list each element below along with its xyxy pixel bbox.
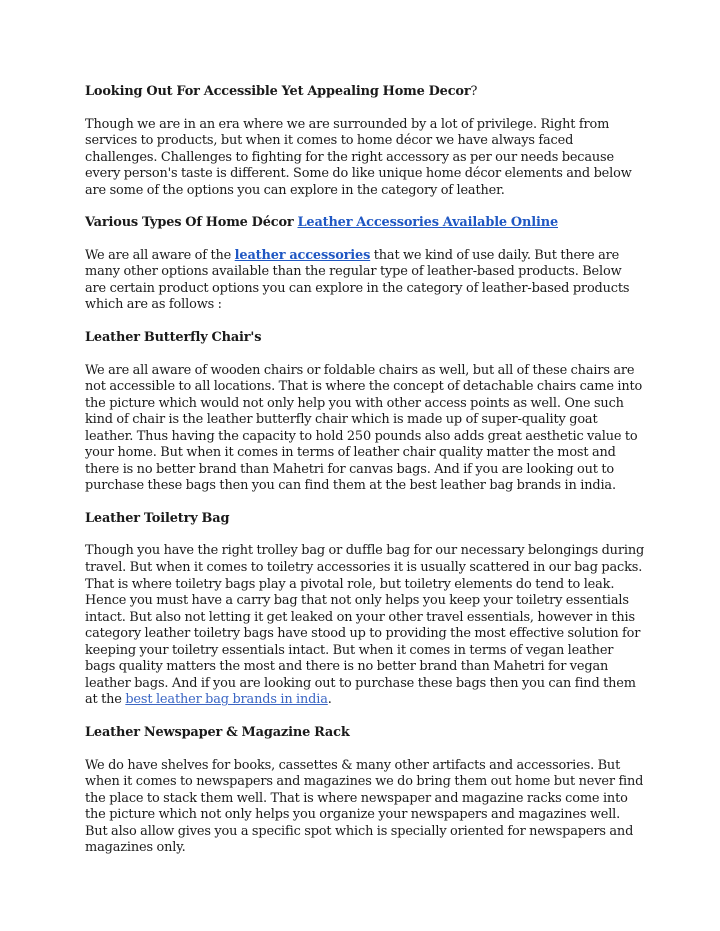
toiletry-paragraph-end: . bbox=[327, 692, 332, 708]
intro-paragraph: Though we are in an era where we are surrounded by a lot of privilege. Right from services to products, but when it comes to home décor we have always faced challenges. Challenges to fighting for the right accessory as per our needs because every person's taste is different. Some do like unique home décor elements and below are some of the options you can explore in the category of leather. bbox=[85, 116, 632, 198]
document-title-text: Looking Out For Accessible Yet Appealing Home Decor bbox=[85, 84, 471, 99]
document-title-punctuation: ? bbox=[470, 84, 478, 99]
document-title bbox=[85, 84, 645, 101]
types-paragraph-lead: We are all aware of the bbox=[85, 247, 235, 263]
rack-heading: Leather Newspaper & Magazine Rack bbox=[85, 724, 350, 740]
rack-paragraph: We do have shelves for books, cassettes & many other artifacts and accessories. But when it comes to newspapers and magazines we do bring them out home but never find the place to stack them well. That is where newspaper and magazine racks come into the picture which not only helps you organize your newspapers and magazines well. But also allow gives you a specific spot which is specially oriented for newspapers and magazines only. bbox=[85, 757, 644, 856]
types-paragraph-rest: that we kind of use daily. But there are many other options available than the regular type of leather-based products. Below are certain product options you can explore in the category of leather-based products which are as follows : bbox=[85, 247, 630, 313]
leather-accessories-online-link[interactable]: Leather Accessories Available Online bbox=[297, 215, 558, 231]
toiletry-paragraph-text: Though you have the right trolley bag or duffle bag for our necessary belongings during travel. But when it comes to toiletry accessories it is usually scattered in our bag packs. That is where toiletry bags play a pivotal role, but toiletry elements do tend to leak. Hence you must have a carry bag that not only helps you keep your toiletry essentials intact. But also not letting it get leaked on your other travel essentials, however in this category leather toiletry bags have stood up to providing the most effective solution for keeping your toiletry essentials intact. But when it comes in terms of vegan leather bags quality matters the most and there is no better brand than Mahetri for vegan leather bags. And if you are looking out to purchase these bags then you can find them at the bbox=[85, 543, 645, 708]
leather-accessories-link[interactable]: leather accessories bbox=[234, 247, 371, 263]
types-paragraph bbox=[85, 248, 645, 314]
toiletry-paragraph bbox=[85, 543, 645, 708]
toiletry-heading: Leather Toiletry Bag bbox=[85, 510, 230, 526]
best-leather-bag-brands-link[interactable]: best leather bag brands in india bbox=[125, 692, 328, 708]
types-heading-text: Various Types Of Home Décor bbox=[85, 215, 298, 231]
chair-paragraph: We are all aware of wooden chairs or foldable chairs as well, but all of these chairs are not accessible to all locations. That is where the concept of detachable chairs came into the picture which would not only help you with other access points as well. One such kind of chair is the leather butterfly chair which is made up of super-quality goat leather. Thus having the capacity to hold 250 pounds also adds great aesthetic value to your home. But when it comes in terms of leather chair quality matter the most and there is no better brand than Mahetri for canvas bags. And if you are looking out to purchase these bags then you can find them at the best leather bag brands in india. bbox=[85, 362, 643, 494]
document-page bbox=[85, 84, 645, 873]
chair-heading: Leather Butterfly Chair's bbox=[85, 330, 262, 346]
types-heading bbox=[85, 215, 645, 232]
